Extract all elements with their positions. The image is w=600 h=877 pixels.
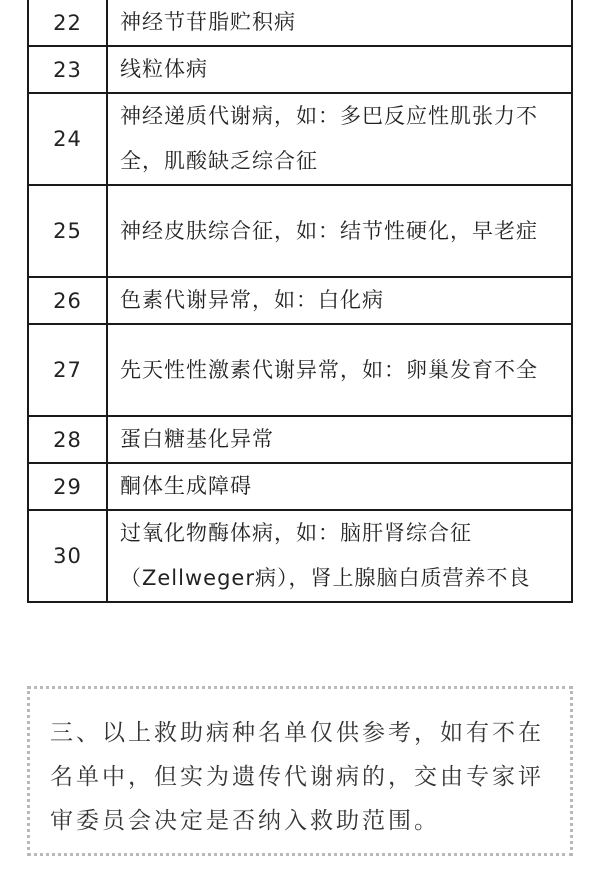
row-number: 23 [28,46,107,93]
table-row [28,324,572,416]
row-number: 30 [28,510,107,602]
disease-name: 线粒体病 [107,46,572,93]
row-number: 25 [28,185,107,277]
disease-name: 色素代谢异常，如：白化病 [107,277,572,324]
row-number: 28 [28,416,107,463]
table-row [28,0,572,46]
row-number: 24 [28,93,107,185]
row-number: 29 [28,463,107,510]
table-row [28,277,572,324]
row-number: 27 [28,324,107,416]
disease-name: 过氧化物酶体病，如：脑肝肾综合征（Zellweger病），肾上腺脑白质营养不良 [107,510,572,602]
disease-table [27,0,573,603]
note-text: 三、以上救助病种名单仅供参考，如有不在名单中，但实为遗传代谢病的，交由专家评审委员会决定是否纳入救助范围。 [50,720,544,834]
disease-name: 蛋白糖基化异常 [107,416,572,463]
table-row [28,46,572,93]
row-number: 26 [28,277,107,324]
table-row [28,510,572,602]
row-number: 22 [28,0,107,46]
disease-table-body [28,0,572,602]
disease-name: 神经节苷脂贮积病 [107,0,572,46]
table-row [28,463,572,510]
disease-name: 神经皮肤综合征，如：结节性硬化，早老症 [107,185,572,277]
table-row [28,93,572,185]
disease-name: 先天性性激素代谢异常，如：卵巢发育不全 [107,324,572,416]
note-box [27,686,573,856]
table-row [28,416,572,463]
disease-name: 酮体生成障碍 [107,463,572,510]
table-row [28,185,572,277]
disease-name: 神经递质代谢病，如：多巴反应性肌张力不全，肌酸缺乏综合征 [107,93,572,185]
